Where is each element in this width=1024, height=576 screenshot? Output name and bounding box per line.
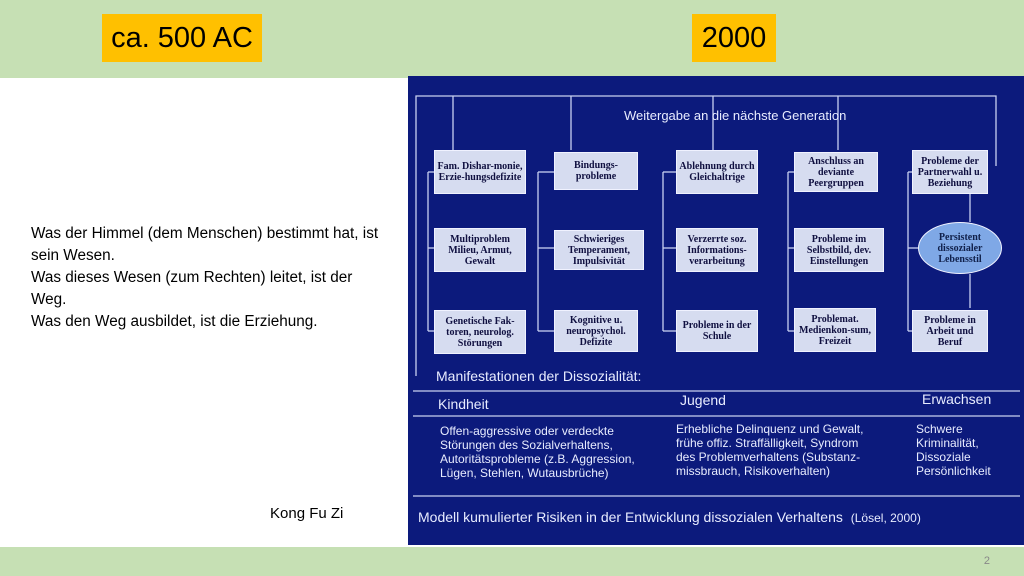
kindheit-line: Offen-aggressive oder verdeckte [440,424,614,438]
manifest-title: Manifestationen der Dissozialität: [436,368,642,384]
label-ca-500-ac: ca. 500 AC [102,14,262,62]
erwachsen-line: Dissoziale [916,450,971,464]
erwachsen-line: Schwere [916,422,963,436]
confucius-quote [31,223,391,333]
box-medienkonsum: Problemat. Medienkon-sum, Freizeit [794,308,876,352]
box-ablehnung: Ablehnung durch Gleichaltrige [676,150,758,194]
kindheit-line: Lügen, Stehlen, Wutausbrüche) [440,466,609,480]
diagram-caption [418,509,921,525]
quote-line-1: Was der Himmel (dem Menschen) bestimmt hat, ist sein Wesen. [31,225,379,264]
jugend-line: missbrauch, Risikoverhalten) [676,464,831,478]
box-multiproblem-milieu: Multiproblem Milieu, Armut, Gewalt [434,228,526,272]
kindheit-description [440,424,635,480]
kindheit-line: Störungen des Sozialverhaltens, [440,438,613,452]
jugend-line: Erhebliche Delinquenz und Gewalt, [676,422,864,436]
erwachsen-line: Kriminalität, [916,436,979,450]
box-arbeit-beruf: Probleme in Arbeit und Beruf [912,310,988,352]
label-2000: 2000 [692,14,776,62]
box-informationsverarbeitung: Verzerrte soz. Informations-verarbeitung [676,228,758,272]
quote-line-2: Was dieses Wesen (zum Rechten) leitet, ist der Weg. [31,269,353,308]
phase-jugend: Jugend [680,392,726,408]
box-anschluss-peergruppen: Anschluss an deviante Peergruppen [794,152,878,192]
page-number: 2 [983,555,990,567]
phase-erwachsen: Erwachsen [922,391,992,407]
kindheit-line: Autoritätsprobleme (z.B. Aggression, [440,452,635,466]
phase-kindheit: Kindheit [438,396,489,412]
caption-source: (Lösel, 2000) [850,511,921,525]
ellipse-persistent-lebensstil: Persistent dissozialer Lebensstil [918,222,1002,274]
box-genetische-faktoren: Genetische Fak-toren, neurolog. Störungen [434,310,526,354]
erwachsen-description [916,422,991,478]
box-fam-disharmonie: Fam. Dishar-monie, Erzie-hungsdefizite [434,150,526,194]
box-bindungsprobleme: Bindungs-probleme [554,152,638,190]
caption-title: Modell kumulierter Risiken in der Entwicklung dissozialen Verhaltens [418,509,843,525]
bottom-band [0,547,1024,576]
jugend-description [676,422,863,478]
box-temperament: Schwieriges Temperament, Impulsivität [554,230,644,270]
erwachsen-line: Persönlichkeit [916,464,991,478]
box-kognitive-defizite: Kognitive u. neuropsychol. Defizite [554,310,638,352]
box-selbstbild: Probleme im Selbstbild, dev. Einstellungen [794,228,884,272]
quote-line-3: Was den Weg ausbildet, ist die Erziehung. [31,313,318,330]
quote-author: Kong Fu Zi [270,505,344,522]
jugend-line: frühe offiz. Straffälligkeit, Syndrom [676,436,859,450]
box-partnerwahl: Probleme der Partnerwahl u. Beziehung [912,150,988,194]
box-probleme-schule: Probleme in der Schule [676,310,758,352]
top-feedback-label: Weitergabe an die nächste Generation [624,108,847,123]
risk-model-diagram [408,76,1024,545]
jugend-line: des Problemverhaltens (Substanz- [676,450,861,464]
